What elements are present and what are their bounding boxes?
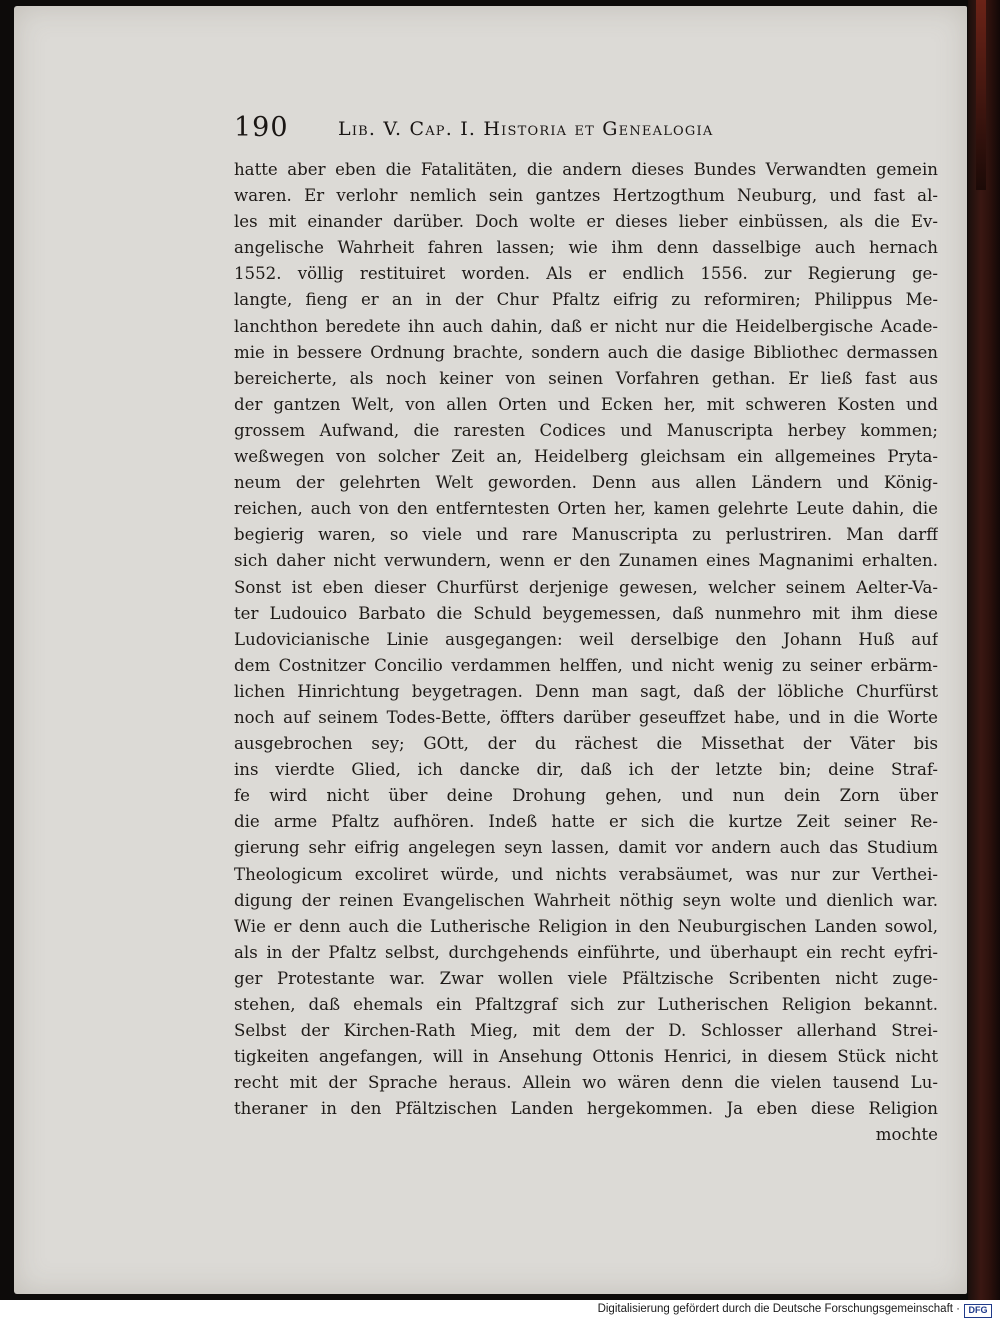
text-line: digung der reinen Evangelischen Wahrheit nöthig seyn wolte und dienlich war. xyxy=(234,890,938,910)
footer-bar xyxy=(0,1300,1000,1323)
text-line: Selbst der Kirchen-Rath Mieg, mit dem der D. Schlosser allerhand Strei- xyxy=(234,1021,938,1041)
catchword: mochte xyxy=(875,1125,938,1145)
text-line: tigkeiten angefangen, will in Ansehung Ottonis Henrici, in diesem Stück nicht xyxy=(234,1047,938,1067)
text-line: gierung sehr eifrig angelegen seyn lassen, damit vor andern auch das Studium xyxy=(234,838,938,858)
text-line: reichen, auch von den entferntesten Orten her, kamen gelehrte Leute dahin, die xyxy=(234,499,938,519)
text-line: der gantzen Welt, von allen Orten und Ecken her, mit schweren Kosten und xyxy=(234,394,938,414)
text-line: grossem Aufwand, die raresten Codices und Manuscripta herbey kommen; xyxy=(234,420,938,440)
text-line: waren. Er verlohr nemlich sein gantzes Hertzogthum Neuburg, und fast al- xyxy=(234,186,938,206)
text-line: Wie er denn auch die Lutherische Religion in den Neuburgischen Landen sowol, xyxy=(234,916,938,936)
text-line: als in der Pfaltz selbst, durchgehends einführte, und überhaupt ein recht eyfri- xyxy=(234,942,938,962)
text-line: ausgebrochen sey; GOtt, der du rächest die Missethat der Väter bis xyxy=(234,734,938,754)
text-line: hatte aber eben die Fatalitäten, die andern dieses Bundes Verwandten gemein xyxy=(234,160,938,179)
text-line: sich daher nicht verwundern, wenn er den Zunamen eines Magnanimi erhalten. xyxy=(234,551,938,571)
text-line: weßwegen von solcher Zeit an, Heidelberg gleichsam ein allgemeines Pryta- xyxy=(234,447,938,467)
body-text xyxy=(234,157,938,1148)
page-number: 190 xyxy=(234,112,289,143)
text-line: 1552. völlig restituiret worden. Als er endlich 1556. zur Regierung ge- xyxy=(234,264,938,284)
text-line: mie in bessere Ordnung brachte, sondern auch die dasige Bibliothec dermassen xyxy=(234,342,938,362)
text-line: langte, fieng er an in der Chur Pfaltz eifrig zu reformiren; Philippus Me- xyxy=(234,290,938,310)
text-line: noch auf seinem Todes-Bette, öffters darüber geseuffzet habe, und in die Worte xyxy=(234,707,938,727)
text-line: lichen Hinrichtung beygetragen. Denn man sagt, daß der löbliche Churfürst xyxy=(234,681,938,701)
text-line: theraner in den Pfältzischen Landen hergekommen. Ja eben diese Religion xyxy=(234,1099,938,1119)
text-line: Sonst ist eben dieser Churfürst derjenige gewesen, welcher seinem Aelter-Va- xyxy=(234,577,938,597)
running-head: Lib. V. Cap. I. Historia et Genealogia xyxy=(338,118,714,140)
text-line: angelische Wahrheit fahren lassen; wie ihm denn dasselbige auch hernach xyxy=(234,238,938,258)
text-line: les mit einander darüber. Doch wolte er dieses lieber einbüssen, als die Ev- xyxy=(234,212,938,232)
dfg-logo: DFG xyxy=(964,1304,992,1318)
text-line: fe wird nicht über deine Drohung gehen, und nun dein Zorn über xyxy=(234,786,938,806)
text-line: neum der gelehrten Welt geworden. Denn aus allen Ländern und König- xyxy=(234,473,938,493)
text-line: dem Costnitzer Concilio verdammen helffen, und nicht wenig zu seiner erbärm- xyxy=(234,655,938,675)
text-line: Ludovicianische Linie ausgegangen: weil derselbige den Johann Huß auf xyxy=(234,629,938,649)
funding-notice: Digitalisierung gefördert durch die Deutsche Forschungsgemeinschaft · xyxy=(597,1303,960,1315)
text-line: bereicherte, als noch keiner von seinen Vorfahren gethan. Er ließ fast aus xyxy=(234,368,938,388)
text-line: die arme Pfaltz aufhören. Indeß hatte er sich die kurtze Zeit seiner Re- xyxy=(234,812,938,832)
text-line: ter Ludouico Barbato die Schuld beygemessen, daß nunmehro mit ihm diese xyxy=(234,603,938,623)
text-line: ger Protestante war. Zwar wollen viele Pfältzische Scribenten nicht zuge- xyxy=(234,968,938,988)
text-line: ins vierdte Glied, ich dancke dir, daß ich der letzte bin; deine Straf- xyxy=(234,760,938,780)
text-line: lanchthon beredete ihn auch dahin, daß er nicht nur die Heidelbergische Acade- xyxy=(234,316,938,336)
text-line: begierig waren, so viele und rare Manuscripta zu perlustriren. Man darff xyxy=(234,525,938,545)
text-line: Theologicum excoliret würde, und nichts verabsäumet, was nur zur Verthei- xyxy=(234,864,938,884)
page-header xyxy=(234,112,944,152)
book-spine xyxy=(968,0,1000,1300)
text-line: recht mit der Sprache heraus. Allein wo wären denn die vielen tausend Lu- xyxy=(234,1073,938,1093)
spine-ribbon xyxy=(976,0,986,190)
text-line: stehen, daß ehemals ein Pfaltzgraf sich zur Lutherischen Religion bekannt. xyxy=(234,995,938,1014)
